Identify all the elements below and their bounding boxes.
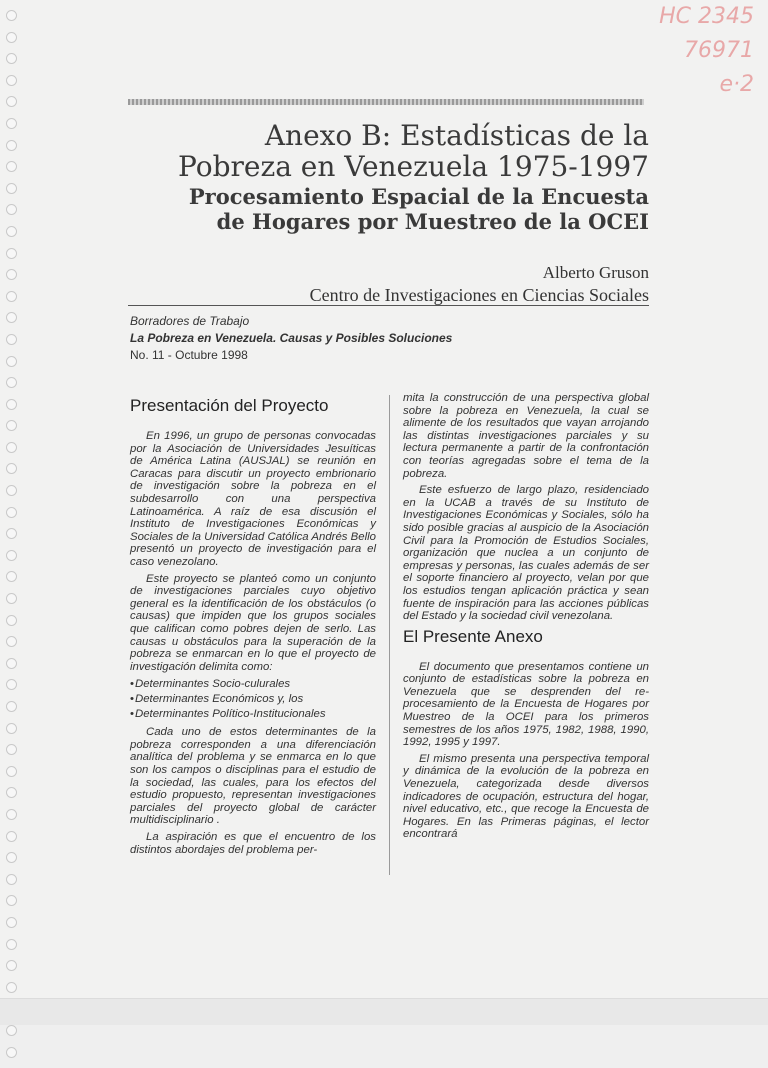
binding-hole — [6, 75, 17, 86]
left-column — [130, 392, 376, 860]
series-info — [130, 313, 452, 364]
paragraph: El mismo presenta una perspectiva temporal y dinámica de la evolución de la pobreza en Venezuela, categorizada desde diversos indicadores de ocupación, estructura del hogar, nivel educativo, etc., que recoge la Encuesta de Hogares. En las Primeras páginas, el lector encontrará — [403, 752, 649, 841]
paragraph: mita la construcción de una perspectiva global sobre la pobreza en Venezuela, la cual se alimente de los resultados que vayan arrojando las distintas investigaciones parciales y su lectura permanente a partir de la confrontación con teorías agregadas sobre el tema de la pobreza. — [403, 392, 649, 480]
binding-hole — [6, 226, 17, 237]
binding-hole — [6, 593, 17, 604]
binding-hole — [6, 377, 17, 388]
binding-hole — [6, 939, 17, 950]
subtitle-line-1: Procesamiento Espacial de la Encuesta — [188, 184, 649, 209]
binding-hole — [6, 140, 17, 151]
binding-hole — [6, 1025, 17, 1036]
subtitle-line-2: de Hogares por Muestreo de la OCEI — [216, 209, 649, 234]
paragraph: Cada uno de estos determinantes de la pobreza corresponden a una diferenciación analítica del problema y se enmarca en lo que son los campos o disciplinas para el estudio de la sociedad, las cuales, para los efectos del estudio propuesto, representan investigaciones parciales del proyecto global de carácter multidisciplinario . — [130, 726, 376, 827]
binding-hole — [6, 917, 17, 928]
determinants-list — [130, 677, 376, 722]
series-name: La Pobreza en Venezuela. Causas y Posibles Soluciones — [130, 331, 453, 345]
binding-hole — [6, 118, 17, 129]
binding-hole — [6, 248, 17, 259]
series-number: No. 11 - Octubre 1998 — [130, 348, 248, 362]
paragraph: El documento que presentamos contiene un conjunto de estadísticas sobre la pobreza en Venezuela que se desprenden del re-procesamiento de la Encuesta de Hogares por Muestreo de la OCEI para los primeros semestres de los años 1975, 1982, 1988, 1990, 1992, 1995 y 1997. — [403, 660, 649, 749]
title-line-1: Anexo B: Estadísticas de la — [264, 119, 649, 152]
binding-hole — [6, 766, 17, 777]
binding-hole — [6, 744, 17, 755]
institution-name: Centro de Investigaciones en Ciencias Sociales — [309, 285, 649, 305]
binding-hole — [6, 161, 17, 172]
binding-hole — [6, 312, 17, 323]
paragraph: La aspiración es que el encuentro de los distintos abordajes del problema per- — [130, 831, 376, 856]
binding-holes — [6, 10, 20, 1068]
author-name: Alberto Gruson — [542, 263, 649, 282]
binding-hole — [6, 550, 17, 561]
binding-hole — [6, 787, 17, 798]
binding-hole — [6, 809, 17, 820]
binding-hole — [6, 183, 17, 194]
binding-hole — [6, 831, 17, 842]
handwritten-line: 76971 — [684, 38, 754, 63]
handwritten-line: e·2 — [719, 72, 754, 97]
header-rule — [128, 305, 649, 306]
binding-hole — [6, 571, 17, 582]
binding-hole — [6, 528, 17, 539]
binding-hole — [6, 874, 17, 885]
binding-hole — [6, 615, 17, 626]
decorative-top-bar — [128, 99, 644, 105]
binding-hole — [6, 269, 17, 280]
binding-hole — [6, 463, 17, 474]
section-heading-presentacion: Presentación del Proyecto — [130, 396, 329, 415]
binding-hole — [6, 334, 17, 345]
binding-hole — [6, 636, 17, 647]
binding-hole — [6, 701, 17, 712]
binding-hole — [6, 10, 17, 21]
paragraph: Este esfuerzo de largo plazo, residenciado en la UCAB a través de su Instituto de Investigaciones Económicas y Sociales, sólo ha sido posible gracias al auspicio de la Asociación Civil para la Promoción de Estudios Sociales, organización que nuclea a un conjunto de empresas y personas, las cuales además de ser el soporte financiero al proyecto, velan por que los estudios tengan aplicación práctica y sean fuente de inspiración para las acciones públicas del Estado y la sociedad civil venezolana. — [403, 484, 649, 623]
binding-hole — [6, 204, 17, 215]
list-item: • Determinantes Político-Institucionales — [130, 707, 376, 722]
binding-hole — [6, 852, 17, 863]
handwritten-catalog-note — [624, 0, 754, 102]
binding-hole — [6, 32, 17, 43]
binding-hole — [6, 723, 17, 734]
binding-hole — [6, 507, 17, 518]
paragraph: Este proyecto se planteó como un conjunto de investigaciones parciales cuyo objetivo general es la identificación de los obstáculos (o causas) que impiden que los grupos sociales que califican como pobres dejen de serlo. Las causas u obstáculos para la superación de la pobreza se enmarcan en lo que el proyecto de investigación delimita como: — [130, 572, 376, 673]
series-label: Borradores de Trabajo — [130, 314, 250, 328]
binding-hole — [6, 485, 17, 496]
handwritten-line: HC 2345 — [659, 4, 754, 29]
binding-hole — [6, 658, 17, 669]
page-bottom-edge — [0, 998, 768, 1025]
paragraph: En 1996, un grupo de personas convocadas por la Asociación de Universidades Jesuíticas de América Latina (AUSJAL) se reunión en Caracas para discutir un proyecto embrionario de investigación sobre la pobreza en el subdesarrollo con una perspectiva Latinoamérica. A raíz de esa discusión el Instituto de Investigaciones Económicas y Sociales de la Universidad Católica Andrés Bello presentó un proyecto de investigación para el caso venezolano. — [130, 430, 376, 568]
binding-hole — [6, 895, 17, 906]
binding-hole — [6, 1047, 17, 1058]
section-heading-presente-anexo: El Presente Anexo — [403, 626, 543, 646]
column-divider — [389, 395, 390, 875]
title-line-2: Pobreza en Venezuela 1975-1997 — [178, 150, 649, 183]
binding-hole — [6, 53, 17, 64]
binding-hole — [6, 982, 17, 993]
binding-hole — [6, 679, 17, 690]
binding-hole — [6, 96, 17, 107]
list-item: • Determinantes Económicos y, los — [130, 692, 376, 707]
title-block — [128, 120, 649, 234]
binding-hole — [6, 420, 17, 431]
binding-hole — [6, 291, 17, 302]
binding-hole — [6, 442, 17, 453]
right-column — [403, 392, 649, 845]
binding-hole — [6, 399, 17, 410]
binding-hole — [6, 356, 17, 367]
binding-hole — [6, 960, 17, 971]
list-item: • Determinantes Socio-culurales — [130, 677, 376, 692]
